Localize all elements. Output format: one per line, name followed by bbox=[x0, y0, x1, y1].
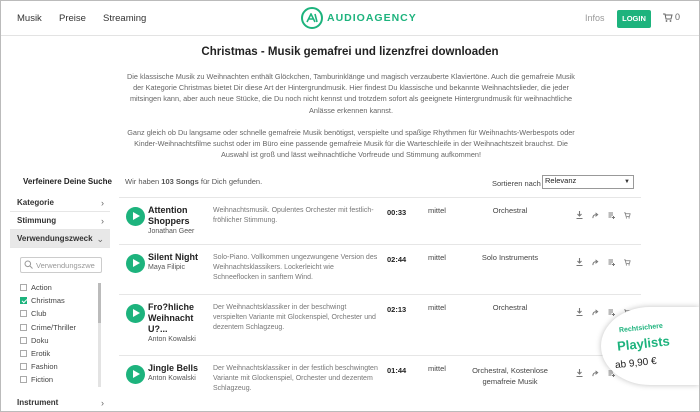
track-genre: Orchestral bbox=[492, 303, 528, 312]
nav-infos[interactable]: Infos bbox=[585, 13, 605, 23]
track-tempo: mittel bbox=[428, 303, 446, 312]
track-actions bbox=[576, 258, 631, 266]
chevron-right-icon: › bbox=[101, 398, 104, 408]
filter-instrument[interactable] bbox=[10, 398, 110, 407]
track-row bbox=[119, 244, 641, 294]
share-icon[interactable] bbox=[592, 258, 599, 266]
track-row bbox=[119, 197, 641, 244]
promo-price: ab 9,90 € bbox=[614, 355, 658, 372]
filter-option-label: Club bbox=[31, 309, 47, 319]
track-tempo: mittel bbox=[428, 206, 446, 215]
download-icon[interactable] bbox=[576, 369, 583, 377]
filter-option-label: Crime/Thriller bbox=[31, 322, 76, 332]
share-icon[interactable] bbox=[592, 211, 599, 219]
filter-option-label: Fiction bbox=[31, 375, 54, 385]
playlist-promo-badge[interactable] bbox=[601, 307, 699, 385]
track-artist[interactable]: Maya Filipic bbox=[148, 264, 185, 271]
track-description: Der Weihnachtsklassiker in der beschwingt verspielten Variante mit Glockenspiel, Orchester und dezentem Schlagzeug. bbox=[213, 304, 376, 332]
play-button[interactable] bbox=[126, 207, 145, 226]
track-title[interactable]: Jingle Bells bbox=[148, 363, 199, 373]
track-duration: 02:13 bbox=[387, 305, 407, 314]
search-icon bbox=[24, 260, 33, 269]
filter-stimmung[interactable] bbox=[10, 212, 110, 230]
results-suffix: für Dich gefunden. bbox=[200, 177, 263, 186]
track-description: Der Weihnachtsklassiker in der festlich beschwingten Variante mit Glockenspiel, Orchester und dezentem Schlagzeug. bbox=[213, 365, 378, 393]
filter-option[interactable] bbox=[20, 347, 100, 360]
track-description: Weihnachtsmusik. Opulentes Orchester mit festlich-fröhlicher Stimmung. bbox=[213, 207, 374, 225]
chevron-down-icon: ▼ bbox=[624, 179, 630, 185]
nav-streaming[interactable]: Streaming bbox=[103, 13, 147, 24]
share-icon[interactable] bbox=[592, 308, 599, 316]
filter-option[interactable] bbox=[20, 307, 100, 320]
filter-option-label: Doku bbox=[31, 335, 49, 345]
chevron-right-icon: › bbox=[101, 198, 104, 208]
track-row bbox=[119, 355, 641, 411]
nav-musik[interactable]: Musik bbox=[17, 13, 42, 24]
filter-section-label: Verwendungszweck bbox=[17, 234, 93, 243]
logo-text: AUDIOAGENCY bbox=[327, 12, 417, 24]
top-navigation bbox=[1, 1, 699, 36]
filter-option[interactable] bbox=[20, 373, 100, 386]
track-duration: 00:33 bbox=[387, 208, 407, 217]
chevron-down-icon: ⌄ bbox=[96, 234, 104, 244]
checkbox[interactable] bbox=[20, 297, 27, 304]
track-actions bbox=[576, 211, 631, 219]
intro-paragraph-2: Ganz gleich ob Du langsame oder schnelle gemafreie Musik benötigst, verspielte und spaßige Rhythmen für Weihnachts-Werbespots oder Kinder-Weihnachtsfilme suchst oder im Büro eine passende gemafreie Musik für die Warteschleife in der Weihnachtszeit brauchst. Die Auswahl ist groß und lässt weihnachtliche Vorfreude und Stimmung aufkommen! bbox=[127, 128, 575, 160]
filter-option-label: Christmas bbox=[31, 296, 65, 306]
add-to-list-icon[interactable] bbox=[608, 211, 615, 219]
download-icon[interactable] bbox=[576, 211, 583, 219]
track-artist[interactable]: Anton Kowalski bbox=[148, 375, 196, 382]
checkbox[interactable] bbox=[20, 363, 27, 370]
filter-option[interactable] bbox=[20, 334, 100, 347]
filter-option[interactable] bbox=[20, 294, 100, 307]
track-duration: 01:44 bbox=[387, 366, 407, 375]
filter-options-list bbox=[20, 281, 100, 388]
add-to-list-icon[interactable] bbox=[608, 308, 615, 316]
download-icon[interactable] bbox=[576, 258, 583, 266]
filter-option[interactable] bbox=[20, 281, 100, 294]
sort-label: Sortieren nach bbox=[492, 179, 541, 188]
filter-title: Verfeinere Deine Suche bbox=[23, 177, 112, 186]
play-button[interactable] bbox=[126, 254, 145, 273]
filter-scrollbar-thumb[interactable] bbox=[98, 283, 101, 323]
nav-preise[interactable]: Preise bbox=[59, 13, 86, 24]
page-title: Christmas - Musik gemafrei und lizenzfrei downloaden bbox=[201, 46, 499, 58]
track-artist[interactable]: Anton Kowalski bbox=[148, 336, 196, 343]
filter-verwendungszweck[interactable] bbox=[10, 230, 110, 248]
login-button[interactable]: LOGIN bbox=[617, 10, 651, 28]
filter-option-label: Fashion bbox=[31, 362, 58, 372]
checkbox[interactable] bbox=[20, 284, 27, 291]
track-genre: Solo Instruments bbox=[481, 253, 539, 262]
play-button[interactable] bbox=[126, 304, 145, 323]
chevron-right-icon: › bbox=[101, 216, 104, 226]
filter-section-label: Kategorie bbox=[17, 198, 54, 207]
results-prefix: Wir haben bbox=[125, 177, 160, 186]
filter-section-label: Instrument bbox=[17, 398, 59, 407]
checkbox[interactable] bbox=[20, 350, 27, 357]
track-genre: Orchestral bbox=[492, 206, 528, 215]
filter-option[interactable] bbox=[20, 360, 100, 373]
track-title[interactable]: Fro?hliche Weihnacht U?... bbox=[148, 302, 195, 334]
results-count bbox=[125, 177, 262, 186]
checkbox[interactable] bbox=[20, 310, 27, 317]
track-tempo: mittel bbox=[428, 253, 446, 262]
filter-option-label: Action bbox=[31, 283, 52, 293]
cart-button[interactable] bbox=[663, 12, 680, 22]
filter-option-label: Erotik bbox=[31, 349, 51, 359]
checkbox[interactable] bbox=[20, 337, 27, 344]
filter-section-label: Stimmung bbox=[17, 216, 57, 225]
track-title[interactable]: Silent Night bbox=[148, 252, 198, 262]
checkbox[interactable] bbox=[20, 376, 27, 383]
share-icon[interactable] bbox=[592, 369, 599, 377]
filter-kategorie[interactable] bbox=[10, 194, 110, 212]
cart-icon bbox=[663, 13, 673, 22]
sort-select[interactable] bbox=[542, 175, 634, 189]
filter-option[interactable] bbox=[20, 321, 100, 334]
track-genre: Orchestral, Kostenlose gemafreie Musik bbox=[472, 366, 548, 386]
promo-title: Playlists bbox=[616, 333, 671, 354]
track-row bbox=[119, 294, 641, 355]
track-description: Solo-Piano. Vollkommen ungezwungene Version des Weihnachtsklassikers. Lockerleicht wie Schneeflocken in sanftem Wind. bbox=[213, 254, 378, 282]
logo[interactable] bbox=[301, 7, 417, 29]
track-artist[interactable]: Jonathan Geer bbox=[148, 228, 195, 235]
sort-value: Relevanz bbox=[545, 176, 577, 185]
play-button[interactable] bbox=[126, 365, 145, 384]
promo-subtitle: Rechtsichere bbox=[618, 322, 664, 335]
results-count-value: 103 Songs bbox=[161, 177, 199, 186]
cart-count: 0 bbox=[675, 12, 681, 22]
track-title[interactable]: Attention Shoppers bbox=[148, 205, 190, 226]
download-icon[interactable] bbox=[576, 308, 583, 316]
cart-icon[interactable] bbox=[624, 211, 631, 219]
checkbox[interactable] bbox=[20, 324, 27, 331]
track-duration: 02:44 bbox=[387, 255, 407, 264]
add-to-list-icon[interactable] bbox=[608, 258, 615, 266]
cart-icon[interactable] bbox=[624, 258, 631, 266]
logo-icon bbox=[301, 7, 323, 29]
intro-paragraph-1: Die klassische Musik zu Weihnachten enthält Glöckchen, Tamburinklänge und magisch verzauberte Klaviertöne. Auch die gemafreie Musik der Kategorie Christmas bietet Dir diese Art der Hintergrundmusik. Hier findest Du klassische und bekannte Weihnachtslieder, die jeder mitsingen kann, aber auch neue Stücke, die Du noch nicht kennst und trotzdem sofort als geeignete Hintergrundmusik für weihnachtliche Anlässe erkennen kannst. bbox=[127, 72, 575, 115]
track-tempo: mittel bbox=[428, 364, 446, 373]
